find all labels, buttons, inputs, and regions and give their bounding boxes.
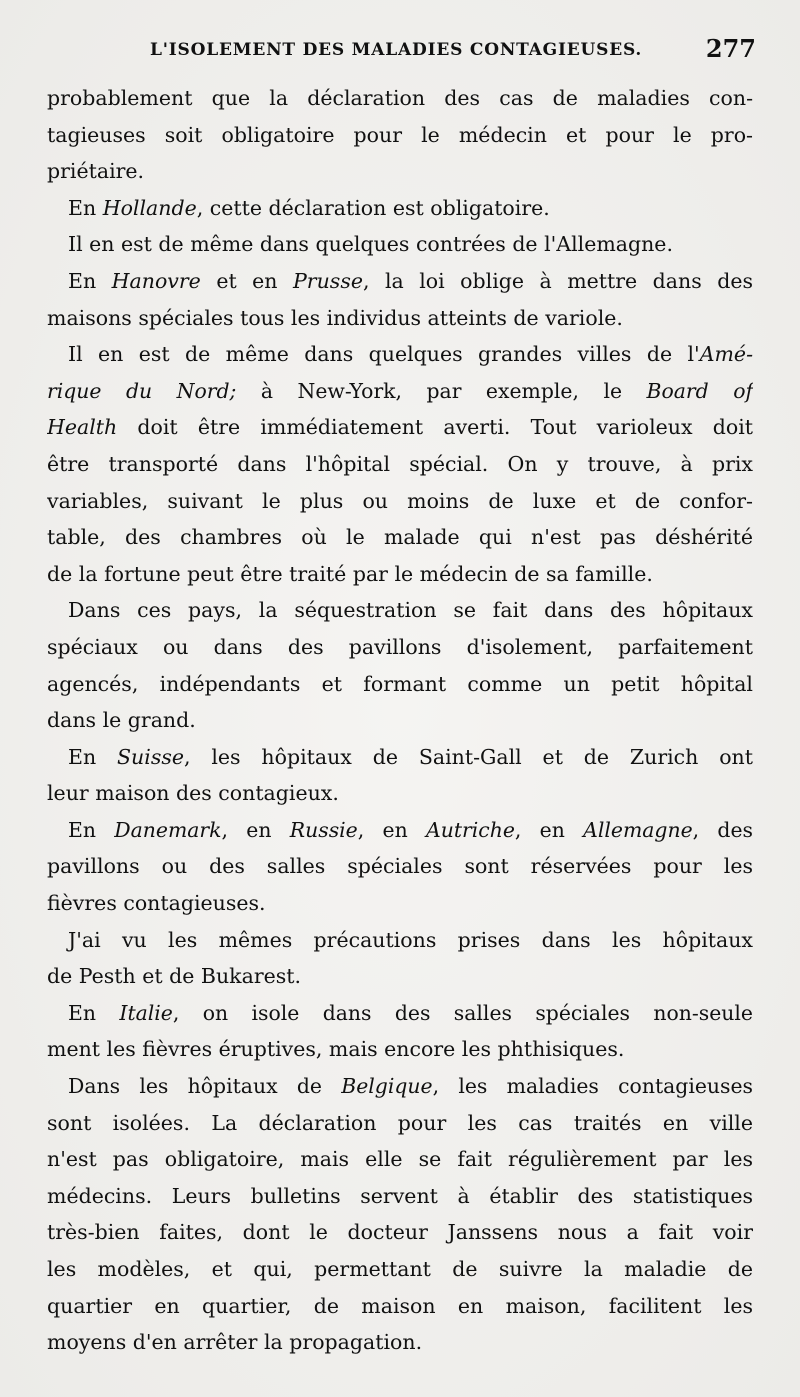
italic-segment: Hollande	[102, 195, 197, 220]
text-segment: , les hôpitaux de Saint-Gall et de Zurich ont	[184, 744, 753, 769]
italic-segment: Hanovre	[111, 268, 201, 293]
text-segment: de la fortune peut être traité par le médecin de sa famille.	[47, 561, 653, 586]
text-segment: très-bien faites, dont le docteur Janssens nous a fait voir	[47, 1220, 753, 1245]
text-segment: leur maison des contagieux.	[47, 781, 339, 806]
text-segment: , en	[357, 817, 426, 842]
text-line	[47, 995, 753, 1032]
text-line	[47, 666, 753, 703]
text-segment: En	[68, 1000, 120, 1025]
text-segment: de Pesth et de Bukarest.	[47, 964, 302, 989]
text-line	[47, 1141, 753, 1178]
text-segment: table, des chambres où le malade qui n'est pas déshérité	[47, 525, 753, 550]
text-segment: être transporté dans l'hôpital spécial. On y trouve, à prix	[47, 451, 753, 476]
text-line	[47, 739, 753, 776]
text-line	[47, 519, 753, 556]
text-line	[47, 263, 753, 300]
italic-segment: Autriche	[426, 817, 515, 842]
text-segment: tagieuses soit obligatoire pour le médecin et pour le pro-	[47, 122, 753, 147]
italic-segment: Allemagne	[583, 817, 693, 842]
text-line	[47, 775, 753, 812]
text-segment: Il en est de même dans quelques grandes villes de l'	[68, 342, 700, 367]
text-line	[47, 483, 753, 520]
running-head: L'ISOLEMENT DES MALADIES CONTAGIEUSES.	[150, 40, 643, 60]
body-text	[47, 80, 753, 1361]
text-line	[47, 409, 753, 446]
text-segment: et en	[200, 268, 293, 293]
text-segment: dans le grand.	[47, 708, 196, 733]
text-line	[47, 1105, 753, 1142]
text-segment: , cette déclaration est obligatoire.	[196, 195, 550, 220]
italic-segment: Amé-	[699, 342, 753, 367]
text-line	[47, 1214, 753, 1251]
text-segment: Il en est de même dans quelques contrées de l'Allemagne.	[68, 232, 673, 257]
text-line	[47, 592, 753, 629]
page-number: 277	[705, 34, 756, 63]
italic-segment: Danemark	[114, 817, 222, 842]
text-segment: Dans ces pays, la séquestration se fait dans des hôpitaux	[68, 598, 753, 623]
text-line	[47, 1288, 753, 1325]
text-line	[47, 848, 753, 885]
text-line	[47, 1068, 753, 1105]
text-line	[47, 446, 753, 483]
text-segment: , des	[692, 817, 753, 842]
text-segment: En	[68, 744, 118, 769]
italic-segment: Russie	[289, 817, 358, 842]
text-segment: doit être immédiatement averti. Tout varioleux doit	[117, 415, 753, 440]
text-segment: sont isolées. La déclaration pour les cas traités en ville	[47, 1110, 753, 1135]
text-line	[47, 1178, 753, 1215]
text-segment: agencés, indépendants et formant comme un petit hôpital	[47, 671, 753, 696]
text-line	[47, 958, 753, 995]
text-segment: maisons spéciales tous les individus atteints de variole.	[47, 305, 623, 330]
italic-segment: Italie	[119, 1000, 173, 1025]
text-segment: médecins. Leurs bulletins servent à établir des statistiques	[47, 1183, 753, 1208]
text-line	[47, 226, 753, 263]
text-line	[47, 556, 753, 593]
text-line	[47, 300, 753, 337]
italic-segment: Health	[47, 415, 118, 440]
text-line	[47, 885, 753, 922]
text-segment: J'ai vu les mêmes précautions prises dans les hôpitaux	[68, 927, 753, 952]
text-segment: spéciaux ou dans des pavillons d'isolement, parfaitement	[47, 634, 753, 659]
italic-segment: rique du Nord;	[47, 378, 237, 403]
text-segment: Dans les hôpitaux de	[68, 1074, 342, 1099]
text-line	[47, 629, 753, 666]
italic-segment: Prusse	[293, 268, 363, 293]
text-line	[47, 153, 753, 190]
text-segment: moyens d'en arrêter la propagation.	[47, 1330, 423, 1355]
text-line	[47, 80, 753, 117]
italic-segment: Board of	[646, 378, 753, 403]
text-segment: , en	[221, 817, 290, 842]
text-line	[47, 117, 753, 154]
text-segment: quartier en quartier, de maison en maison, facilitent les	[47, 1293, 753, 1318]
italic-segment: Belgique	[341, 1074, 433, 1099]
text-segment: En	[68, 195, 103, 220]
text-segment: fièvres contagieuses.	[47, 891, 266, 916]
text-segment: à New-York, par exemple, le	[236, 378, 647, 403]
italic-segment: Suisse	[117, 744, 184, 769]
text-segment: En	[68, 268, 112, 293]
text-segment: , la loi oblige à mettre dans des	[362, 268, 753, 293]
text-segment: ment les fièvres éruptives, mais encore les phthisiques.	[47, 1037, 625, 1062]
text-line	[47, 336, 753, 373]
text-line	[47, 373, 753, 410]
text-line	[47, 1251, 753, 1288]
page-header	[150, 34, 756, 68]
text-line	[47, 1324, 753, 1361]
text-line	[47, 812, 753, 849]
text-segment: En	[68, 817, 115, 842]
text-line	[47, 922, 753, 959]
text-segment: n'est pas obligatoire, mais elle se fait régulièrement par les	[47, 1147, 753, 1172]
text-segment: les modèles, et qui, permettant de suivre la maladie de	[47, 1257, 753, 1281]
text-segment: , les maladies contagieuses	[432, 1074, 753, 1099]
text-segment: , en	[514, 817, 584, 842]
text-line	[47, 702, 753, 739]
text-segment: variables, suivant le plus ou moins de luxe et de confor-	[47, 488, 753, 513]
text-line	[47, 190, 753, 227]
text-line	[47, 1031, 753, 1068]
text-segment: probablement que la déclaration des cas de maladies con-	[47, 86, 753, 110]
text-segment: , on isole dans des salles spéciales non-seule	[172, 1000, 753, 1025]
text-segment: pavillons ou des salles spéciales sont réservées pour les	[47, 854, 753, 879]
text-segment: priétaire.	[47, 159, 145, 184]
